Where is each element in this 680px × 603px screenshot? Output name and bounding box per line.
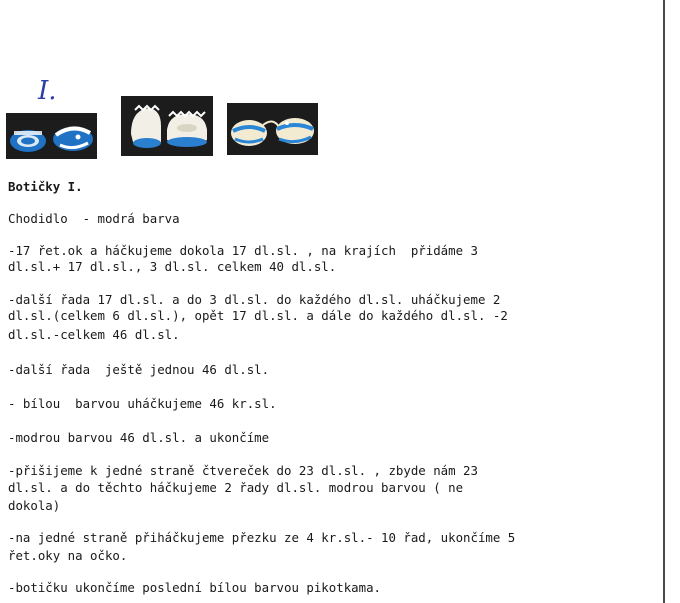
document-subtitle: Chodidlo - modrá barva [8,211,180,226]
instruction-line: -na jedné straně přiháčkujeme přezku ze 4 kr.sl.- 10 řad, ukončíme 5 [8,530,516,545]
instruction-line: dokola) [8,498,61,513]
instruction-line: dl.sl.(celkem 6 dl.sl.), opět 17 dl.sl. a dále do každého dl.sl. -2 [8,308,508,323]
instruction-line: - bílou barvou uháčkujeme 46 kr.sl. [8,396,277,411]
document-title: Botičky I. [8,179,83,194]
instruction-line: dl.sl. a do těchto háčkujeme 2 řady dl.sl. modrou barvou ( ne [8,480,464,495]
instruction-line: -modrou barvou 46 dl.sl. a ukončíme [8,430,270,445]
instruction-line: dl.sl.+ 17 dl.sl., 3 dl.sl. celkem 40 dl.sl. [8,259,337,274]
handwritten-mark: I. [38,76,57,106]
instruction-line: -botičku ukončíme poslední bílou barvou pikotkama. [8,580,381,595]
photo-booties-white-lace [121,96,213,156]
scan-page-edge [663,0,665,603]
instruction-line: -přišijeme k jedné straně čtvereček do 23 dl.sl. , zbyde nám 23 [8,463,478,478]
instruction-line: -další řada 17 dl.sl. a do 3 dl.sl. do každého dl.sl. uháčkujeme 2 [8,292,501,307]
instruction-line: řet.oky na očko. [8,548,128,563]
instruction-line: dl.sl.-celkem 46 dl.sl. [8,327,180,342]
photo-booties-blue-sandal [6,113,97,159]
instruction-line: -17 řet.ok a háčkujeme dokola 17 dl.sl. , na krajích přidáme 3 [8,243,478,258]
photo-booties-cream-blue [227,103,318,155]
instruction-line: -další řada ještě jednou 46 dl.sl. [8,362,270,377]
